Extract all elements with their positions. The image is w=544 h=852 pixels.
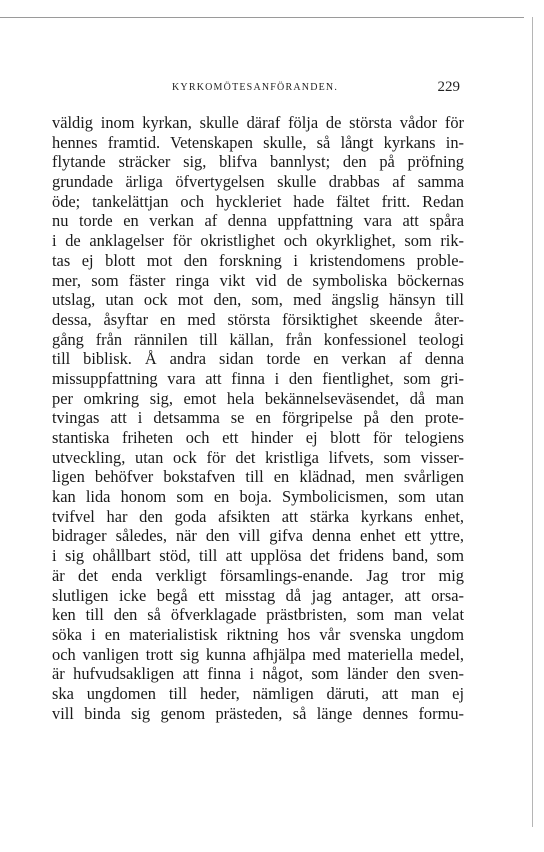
text-line: i de anklagelser för okristlighet och okyrklighet, som rik-: [52, 231, 464, 251]
text-line: missuppfattning vara att finna i den fientlighet, som gri-: [52, 368, 464, 388]
text-line: söka i en materialistisk riktning hos vår svenska ungdom: [52, 624, 464, 644]
text-line: tvifvel har den goda afsikten att stärka kyrkans enhet,: [52, 506, 464, 526]
text-line: utslag, utan ock mot den, som, med ängslig hänsyn till: [52, 290, 464, 310]
text-line: i sig ohållbart stöd, till att upplösa det fridens band, som: [52, 546, 464, 566]
text-line: dessa, åsyftar en med största försiktighet skeende åter-: [52, 309, 464, 329]
text-line: är hufvudsakligen att finna i något, som länder den sven-: [52, 664, 464, 684]
text-line: mer, som fäster ringa vikt vid de symboliska böckernas: [52, 270, 464, 290]
text-line: ligen behöfver bokstafven till en klädnad, men svårligen: [52, 467, 464, 487]
running-title: KYRKOMÖTESANFÖRANDEN.: [172, 82, 339, 93]
text-line: bidrager således, när den vill gifva denna enhet ett yttre,: [52, 526, 464, 546]
text-line: vill binda sig genom prästeden, så länge dennes formu-: [52, 703, 464, 723]
page-number: 229: [437, 79, 460, 95]
text-line: och vanligen trott sig kunna afhjälpa med materiella medel,: [52, 644, 464, 664]
text-line: ken till den så öfverklagade prästbristen, som man velat: [52, 605, 464, 625]
text-line: grundade ärliga öfvertygelsen skulle drabbas af samma: [52, 172, 464, 192]
body-text: [52, 113, 464, 723]
right-page-edge-rule: [532, 17, 533, 827]
top-page-edge-rule: [0, 17, 524, 18]
text-line: per omkring sig, emot hela bekännelseväsendet, då man: [52, 388, 464, 408]
text-line: öde; tankelättjan och hyckleriet hade fältet fritt. Redan: [52, 191, 464, 211]
text-line: väldig inom kyrkan, skulle däraf följa de största vådor för: [52, 113, 464, 132]
text-line: kan lida honom som en boja. Symbolicismen, som utan: [52, 487, 464, 507]
text-line: till biblisk. Å andra sidan torde en verkan af denna: [52, 349, 464, 369]
page-header: [52, 80, 460, 100]
text-line: gång från rännilen till källan, från konfessionel teologi: [52, 329, 464, 349]
text-line: nu torde en verkan af denna uppfattning vara att spåra: [52, 211, 464, 231]
text-line: flytande sträcker sig, blifva bannlyst; den på pröfning: [52, 152, 464, 172]
text-line: stantiska friheten och ett hinder ej blott för telogiens: [52, 428, 464, 447]
text-line: hennes framtid. Vetenskapen skulle, så långt kyrkans in-: [52, 132, 464, 152]
text-line: tvingas att i detsamma se en förgripelse på den prote-: [52, 408, 464, 428]
text-line: ska ungdomen till heder, nämligen däruti, att man ej: [52, 683, 464, 703]
text-line: utveckling, utan ock för det kristliga lifvets, som visser-: [52, 447, 464, 467]
text-line: är det enda verkligt församlings-enande. Jag tror mig: [52, 565, 464, 585]
text-line: tas ej blott mot den forskning i kristendomens proble-: [52, 250, 464, 270]
text-line: slutligen icke begå ett misstag då jag antager, att orsa-: [52, 585, 464, 605]
